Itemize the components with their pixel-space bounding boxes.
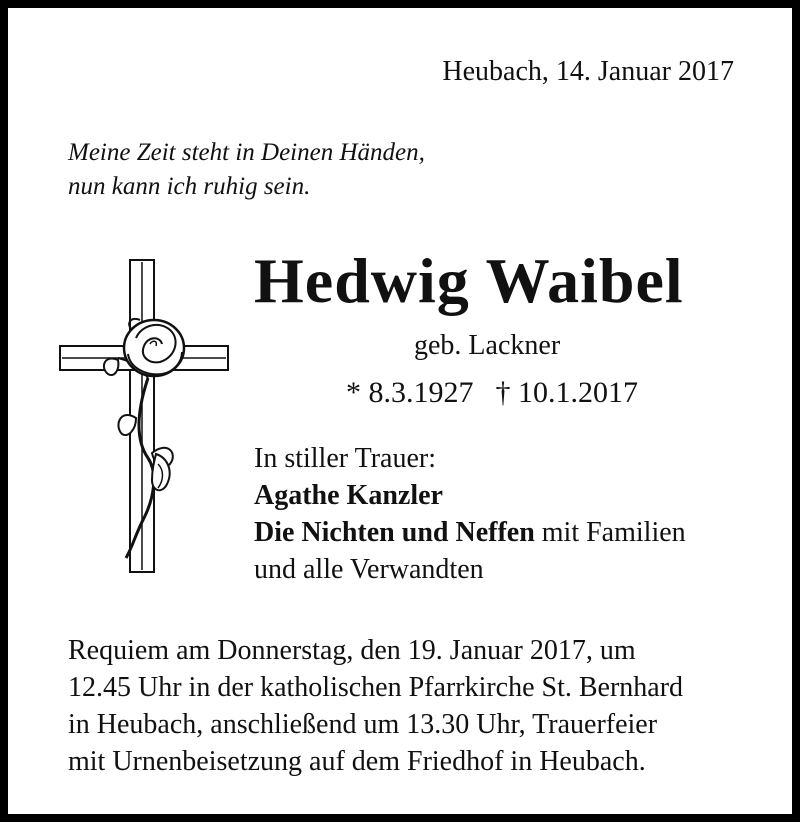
service-line-2: 12.45 Uhr in der katholischen Pfarrkirche St. Bernhard bbox=[68, 672, 684, 703]
place-date: Heubach, 14. Januar 2017 bbox=[442, 56, 734, 87]
mourner-name: Agathe Kanzler bbox=[254, 480, 443, 511]
service-line-3: in Heubach, anschließend um 13.30 Uhr, Trauerfeier bbox=[68, 709, 658, 740]
motto-line-1: Meine Zeit steht in Deinen Händen, bbox=[68, 139, 425, 166]
motto-line-2: nun kann ich ruhig sein. bbox=[68, 173, 311, 200]
relatives-rest: mit Familien bbox=[534, 517, 686, 548]
service-line-4: mit Urnenbeisetzung auf dem Friedhof in Heubach. bbox=[68, 746, 646, 777]
life-dates bbox=[346, 376, 638, 410]
deceased-name: Hedwig Waibel bbox=[254, 245, 684, 316]
mourners-list bbox=[254, 440, 686, 588]
cross-with-rose-icon bbox=[56, 258, 232, 576]
maiden-name: geb. Lackner bbox=[414, 330, 561, 361]
death-date: † 10.1.2017 bbox=[495, 376, 638, 409]
other-relatives: und alle Verwandten bbox=[254, 554, 484, 585]
relatives-line bbox=[254, 514, 686, 551]
relatives-bold: Die Nichten und Neffen bbox=[254, 517, 535, 548]
mourning-intro: In stiller Trauer: bbox=[254, 443, 436, 474]
birth-date: * 8.3.1927 bbox=[346, 376, 474, 409]
service-details bbox=[68, 632, 683, 780]
motto-quote bbox=[68, 136, 425, 204]
service-line-1: Requiem am Donnerstag, den 19. Januar 2017, um bbox=[68, 635, 636, 666]
